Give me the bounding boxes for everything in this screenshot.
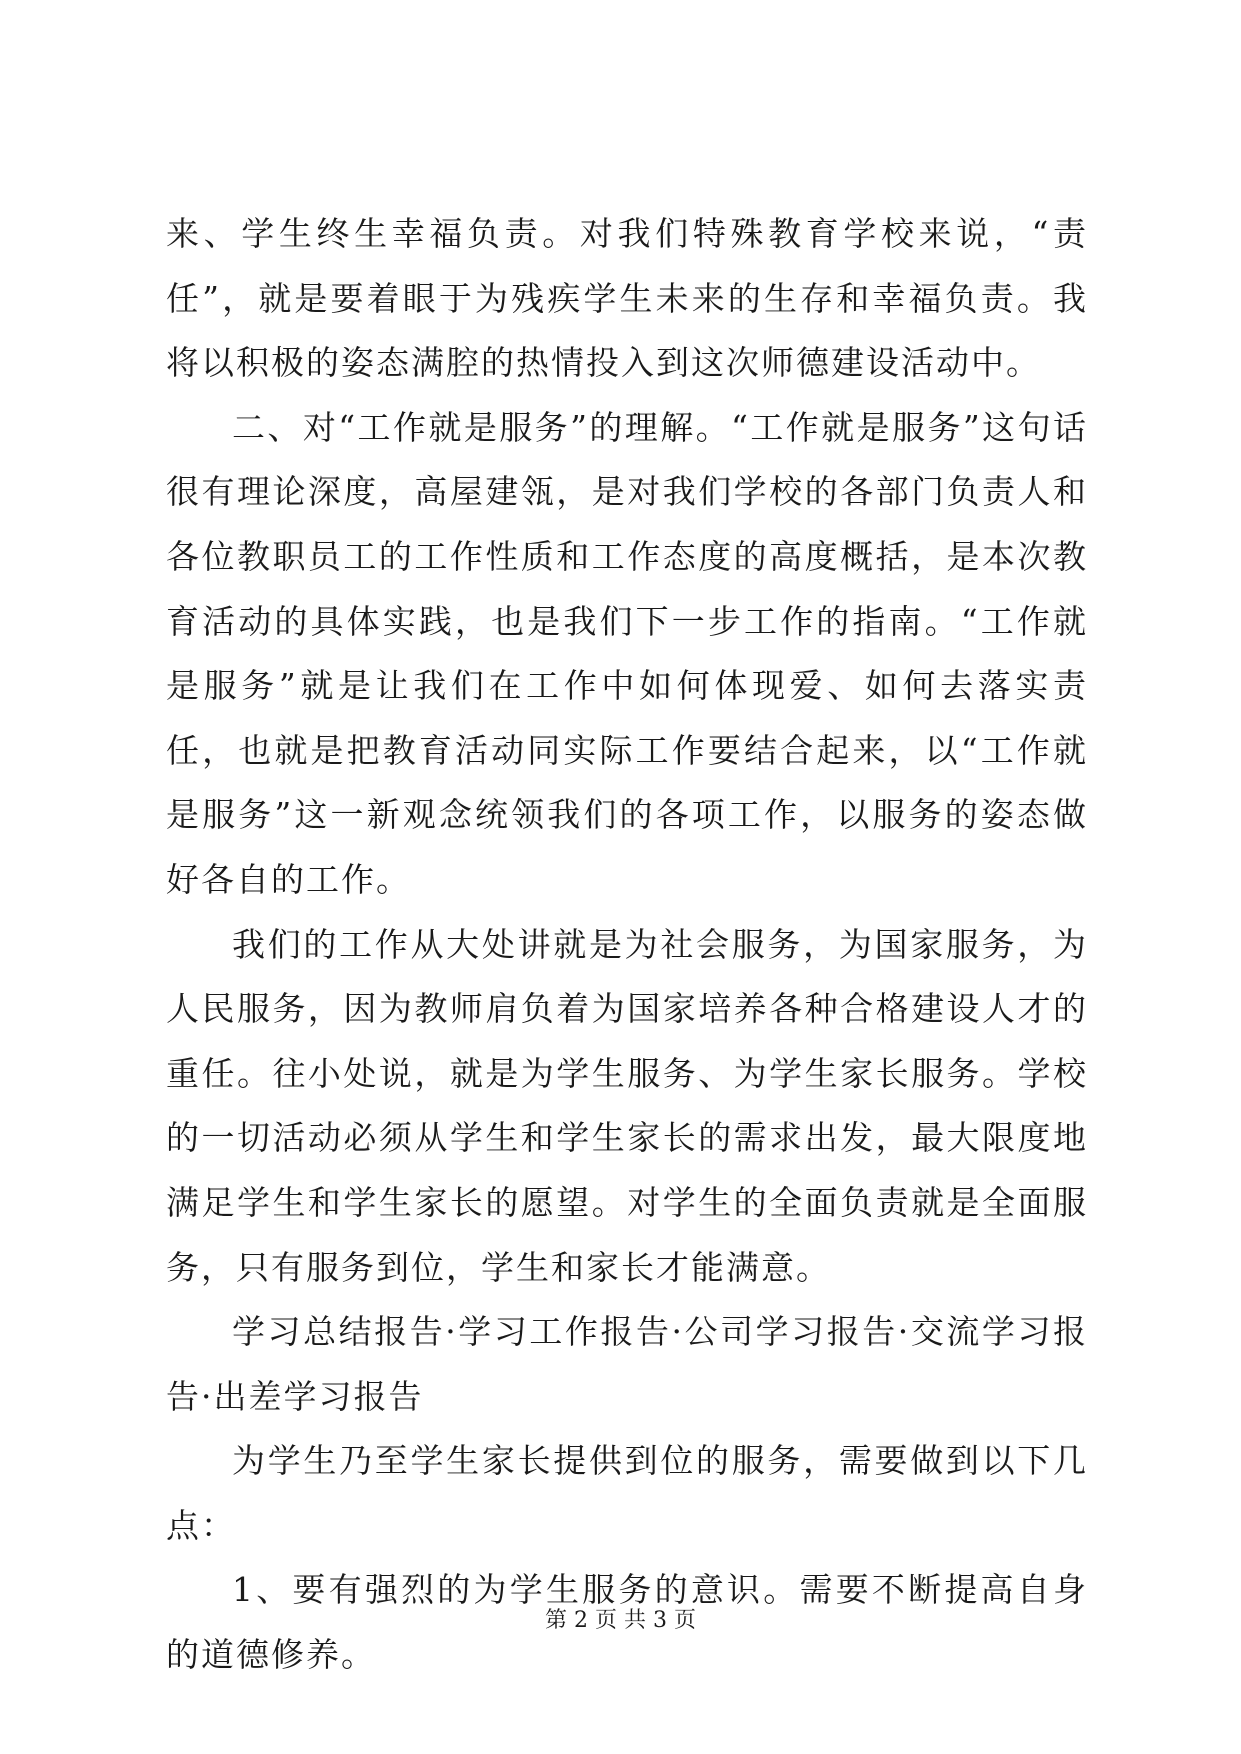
page-number-footer: 第 2 页 共 3 页 [545, 1608, 696, 1633]
paragraph-serve-society: 我们的工作从大处讲就是为社会服务，为国家服务，为人民服务，因为教师肩负着为国家培养各种合格建设人才的重任。往小处说，就是为学生服务、为学生家长服务。学校的一切活动必须从学生和学生家长的需求出发，最大限度地满足学生和学生家长的愿望。对学生的全面负责就是全面服务，只有服务到位，学生和家长才能满意。 [166, 924, 1088, 1287]
paragraph-service-points-intro: 为学生乃至学生家长提供到位的服务，需要做到以下几点： [166, 1441, 1088, 1545]
paragraph-related-links: 学习总结报告·学习工作报告·公司学习报告·交流学习报告·出差学习报告 [166, 1312, 1088, 1416]
paragraph-point-one: 1、要有强烈的为学生服务的意识。需要不断提高自身的道德修养。 [166, 1570, 1088, 1675]
document-body [166, 202, 1088, 1688]
paragraph-work-is-service: 二、对“工作就是服务”的理解。“工作就是服务”这句话很有理论深度，高屋建瓴，是对我们学校的各部门负责人和各位教职员工的工作性质和工作态度的高度概括，是本次教育活动的具体实践，也是我们下一步工作的指南。“工作就是服务”就是让我们在工作中如何体现爱、如何去落实责任，也就是把教育活动同实际工作要结合起来，以“工作就是服务”这一新观念统领我们的各项工作，以服务的姿态做好各自的工作。 [166, 407, 1088, 899]
paragraph-continuation: 来、学生终生幸福负责。对我们特殊教育学校来说，“责任”，就是要着眼于为残疾学生未来的生存和幸福负责。我将以积极的姿态满腔的热情投入到这次师德建设活动中。 [166, 214, 1088, 383]
